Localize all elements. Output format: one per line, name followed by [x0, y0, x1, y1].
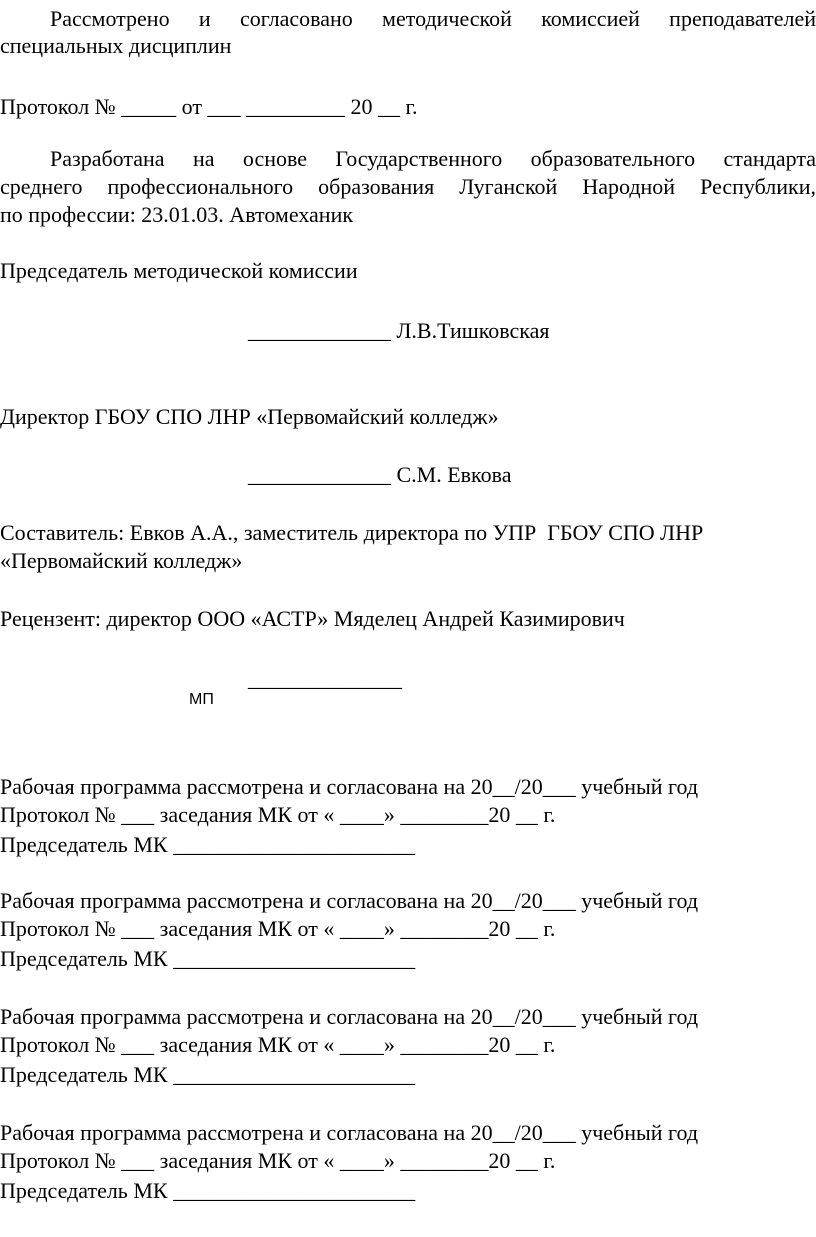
- basis-line-2: среднего профессионального образования Луганской Народной Республики,: [0, 174, 816, 199]
- basis-line-3: по профессии: 23.01.03. Автомеханик: [0, 202, 354, 227]
- author-line-2: «Первомайский колледж»: [0, 548, 243, 573]
- review-chair-line: Председатель МК ______________________: [0, 1178, 416, 1203]
- review-protocol-line: Протокол № ___ заседания МК от « ____» ________20 __ г.: [0, 802, 556, 827]
- stamp-label: МП: [189, 691, 214, 708]
- director-title: Директор ГБОУ СПО ЛНР «Первомайский колледж»: [0, 404, 499, 429]
- review-chair-line: Председатель МК ______________________: [0, 832, 416, 857]
- protocol-header: Протокол № _____ от ___ _________ 20 __ г.: [0, 94, 418, 119]
- author-line-1: Составитель: Евков А.А., заместитель директора по УПР ГБОУ СПО ЛНР: [0, 520, 704, 545]
- review-approval-line: Рабочая программа рассмотрена и согласована на 20__/20___ учебный год: [0, 1120, 699, 1145]
- review-approval-line: Рабочая программа рассмотрена и согласована на 20__/20___ учебный год: [0, 774, 699, 799]
- reviewer-signature: ______________: [248, 666, 402, 691]
- review-chair-line: Председатель МК ______________________: [0, 1062, 416, 1087]
- commission-chair-title: Председатель методической комиссии: [0, 258, 358, 283]
- basis-line-1: Разработана на основе Государственного образовательного стандарта: [50, 146, 816, 171]
- review-approval-line: Рабочая программа рассмотрена и согласована на 20__/20___ учебный год: [0, 1004, 699, 1029]
- review-protocol-line: Протокол № ___ заседания МК от « ____» ________20 __ г.: [0, 1148, 556, 1173]
- review-protocol-line: Протокол № ___ заседания МК от « ____» ________20 __ г.: [0, 1032, 556, 1057]
- approval-line-2: специальных дисциплин: [0, 33, 232, 58]
- commission-chair-signature: _____________ Л.В.Тишковская: [248, 318, 550, 343]
- review-protocol-line: Протокол № ___ заседания МК от « ____» ________20 __ г.: [0, 916, 556, 941]
- review-chair-line: Председатель МК ______________________: [0, 946, 416, 971]
- review-approval-line: Рабочая программа рассмотрена и согласована на 20__/20___ учебный год: [0, 888, 699, 913]
- director-signature: _____________ С.М. Евкова: [248, 462, 512, 487]
- approval-line-1: Рассмотрено и согласовано методической комиссией преподавателей: [50, 6, 816, 31]
- reviewer-line: Рецензент: директор ООО «АСТР» Мяделец Андрей Казимирович: [0, 606, 625, 631]
